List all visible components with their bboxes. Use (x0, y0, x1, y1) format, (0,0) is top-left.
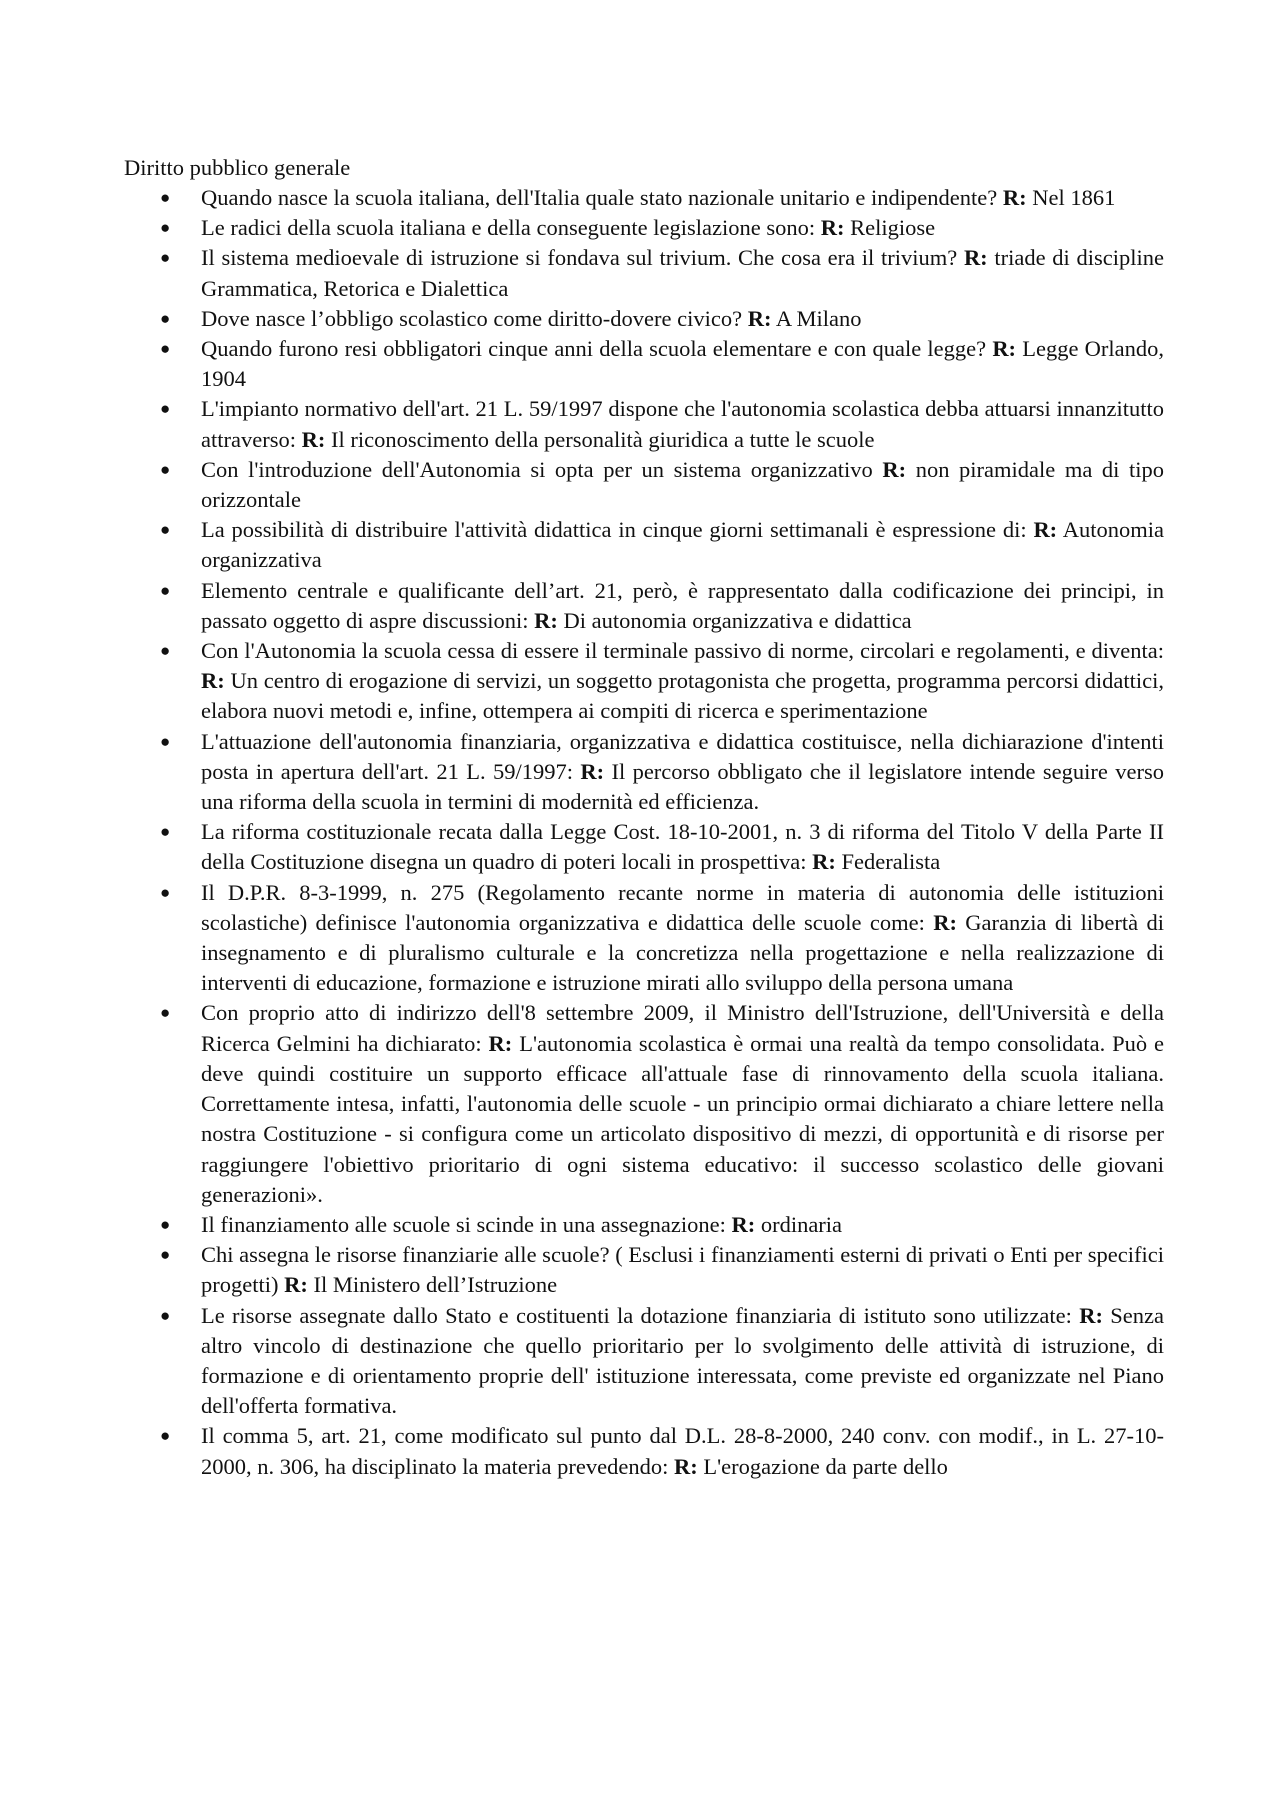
answer-text: Garanzia di libertà di insegnamento e di pluralismo culturale e la concretizza nella progettazione e nella realizzazione di interventi di educazione, formazione e istruzione mirati allo sviluppo della persona umana (201, 909, 1164, 996)
answer-text: Autonomia organizzativa (201, 517, 1165, 573)
bullet-icon: ● (160, 218, 171, 238)
list-item (124, 394, 1164, 454)
list-item (124, 183, 1164, 213)
answer-label: R: (580, 758, 605, 784)
question-text: L'attuazione dell'autonomia finanziaria, organizzativa e didattica costituisce, nella dichiarazione d'intenti posta in apertura dell'art. 21 L. 59/1997: (201, 728, 1164, 784)
answer-text: Un centro di erogazione di servizi, un soggetto protagonista che progetta, programma percorsi didattici, elabora nuovi metodi e, infine, ottempera ai compiti di ricerca e sperimentazione (201, 668, 1165, 724)
question-text: Il finanziamento alle scuole si scinde in una assegnazione: (201, 1211, 726, 1237)
answer-label: R: (201, 668, 225, 694)
bullet-icon: ● (160, 399, 171, 419)
list-item (124, 515, 1164, 575)
question-text: Quando nasce la scuola italiana, dell'Italia quale stato nazionale unitario e indipendente? (201, 185, 998, 210)
answer-label: R: (812, 849, 836, 875)
answer-label: R: (731, 1211, 756, 1237)
bullet-icon: ● (160, 308, 171, 328)
bullet-icon: ● (160, 188, 171, 207)
answer-label: R: (933, 909, 957, 935)
question-text: Dove nasce l’obbligo scolastico come diritto-dovere civico? (201, 305, 743, 331)
bullet-icon: ● (160, 1214, 171, 1234)
answer-text: Religiose (850, 215, 936, 241)
list-item (124, 1301, 1164, 1422)
question-text: Il sistema medioevale di istruzione si fondava sul trivium. Che cosa era il trivium? (201, 245, 958, 271)
bullet-icon: ● (160, 459, 171, 479)
list-item (124, 727, 1164, 818)
answer-text: Il Ministero dell’Istruzione (313, 1272, 558, 1298)
answer-text: Legge Orlando, 1904 (201, 336, 1165, 392)
answer-label: R: (963, 245, 988, 271)
answer-label: R: (674, 1453, 698, 1479)
list-item (124, 455, 1164, 515)
answer-text: ordinaria (760, 1211, 843, 1237)
answer-label: R: (820, 215, 845, 241)
question-text: Quando furono resi obbligatori cinque anni della scuola elementare e con quale legge? (201, 336, 987, 362)
bullet-icon: ● (160, 1003, 171, 1023)
answer-text: L'autonomia scolastica è ormai una realtà da tempo consolidata. Può e deve quindi costituire un supporto efficace all'attuale fase di rinnovamento della scuola italiana. Correttamente intesa, infatti, l'autonomia delle scuole - un principio ormai dichiarato a chiare lettere nella nostra Costituzione - si configura come un articolato dispositivo di mezzi, di opportunità e di risorse per raggiungere l'obiettivo prioritario di ogni sistema educativo: il successo scolastico delle giovani generazioni». (201, 1030, 1165, 1207)
bullet-icon: ● (160, 882, 171, 902)
bullet-icon: ● (160, 248, 171, 268)
answer-text: Senza altro vincolo di destinazione che quello prioritario per lo svolgimento delle attività di istruzione, di formazione e di orientamento proprie dell' istituzione interessata, come previste ed organizzate nel Piano dell'offerta formativa. (201, 1302, 1165, 1419)
question-text: Elemento centrale e qualificante dell’art. 21, però, è rappresentato dalla codificazione dei principi, in passato oggetto di aspre discussioni: (201, 577, 1164, 633)
list-item (124, 817, 1164, 877)
answer-label: R: (488, 1030, 513, 1056)
list-item (124, 1240, 1164, 1300)
list-item (124, 334, 1164, 394)
question-text: La riforma costituzionale recata dalla Legge Cost. 18-10-2001, n. 3 di riforma del Titolo V della Parte II della Costituzione disegna un quadro di poteri locali in prospettiva: (201, 819, 1164, 875)
list-item (124, 304, 1164, 334)
answer-text: Il percorso obbligato che il legislatore intende seguire verso una riforma della scuola in termini di modernità ed efficienza. (201, 758, 1165, 815)
answer-label: R: (284, 1272, 308, 1298)
answer-label: R: (1079, 1302, 1103, 1328)
bullet-icon: ● (160, 1245, 171, 1265)
answer-text: L'erogazione da parte dello (703, 1453, 948, 1479)
question-text: Il D.P.R. 8-3-1999, n. 275 (Regolamento recante norme in materia di autonomia delle istituzioni scolastiche) definisce l'autonomia organizzativa e didattica delle scuole come: (201, 879, 1164, 935)
bullet-icon: ● (160, 731, 171, 751)
answer-label: R: (1033, 517, 1058, 543)
list-item (124, 213, 1164, 243)
answer-label: R: (534, 607, 558, 633)
question-text: Il comma 5, art. 21, come modificato sul punto dal D.L. 28-8-2000, 240 conv. con modif., in L. 27-10-2000, n. 306, ha disciplinato la materia prevedendo: (201, 1423, 1164, 1479)
question-text: Le radici della scuola italiana e della conseguente legislazione sono: (201, 215, 816, 241)
bullet-icon: ● (160, 641, 171, 661)
answer-text: Di autonomia organizzativa e didattica (563, 607, 912, 633)
answer-label: R: (1002, 185, 1027, 210)
question-text: La possibilità di distribuire l'attività didattica in cinque giorni settimanali è espressione di: (201, 517, 1027, 543)
question-text: Le risorse assegnate dallo Stato e costituenti la dotazione finanziaria di istituto sono utilizzate: (201, 1302, 1072, 1328)
answer-text: Federalista (841, 849, 941, 875)
list-item (124, 998, 1164, 1209)
question-text: Con l'introduzione dell'Autonomia si opta per un sistema organizzativo (201, 456, 873, 482)
bullet-icon: ● (160, 1305, 171, 1325)
question-text: Con proprio atto di indirizzo dell'8 settembre 2009, il Ministro dell'Istruzione, dell'Università e della Ricerca Gelmini ha dichiarato: (201, 1000, 1164, 1056)
question-text: L'impianto normativo dell'art. 21 L. 59/1997 dispone che l'autonomia scolastica debba attuarsi innanzitutto attraverso: (201, 396, 1164, 452)
list-item (124, 1421, 1164, 1481)
bullet-icon: ● (160, 339, 171, 359)
answer-text: non piramidale ma di tipo orizzontale (201, 456, 1165, 513)
list-item (124, 576, 1164, 636)
answer-label: R: (992, 336, 1017, 362)
qa-list (124, 183, 1164, 1482)
answer-text: triade di discipline Grammatica, Retorica e Dialettica (201, 245, 1164, 301)
list-item (124, 243, 1164, 303)
answer-label: R: (882, 456, 907, 482)
answer-text: A Milano (775, 305, 862, 331)
list-item (124, 1210, 1164, 1240)
bullet-icon: ● (160, 520, 171, 540)
answer-label: R: (301, 426, 326, 452)
question-text: Chi assegna le risorse finanziarie alle scuole? ( Esclusi i finanziamenti esterni di privati o Enti per specifici progetti) (201, 1242, 1164, 1298)
bullet-icon: ● (160, 580, 171, 600)
question-text: Con l'Autonomia la scuola cessa di essere il terminale passivo di norme, circolari e regolamenti, e diventa: (201, 638, 1164, 664)
answer-text: Il riconoscimento della personalità giuridica a tutte le scuole (330, 426, 875, 452)
list-item (124, 636, 1164, 727)
bullet-icon: ● (160, 822, 171, 842)
list-item (124, 878, 1164, 999)
answer-label: R: (747, 305, 772, 331)
document-title: Diritto pubblico generale (124, 155, 351, 180)
bullet-icon: ● (160, 1426, 171, 1446)
answer-text: Nel 1861 (1032, 185, 1116, 210)
